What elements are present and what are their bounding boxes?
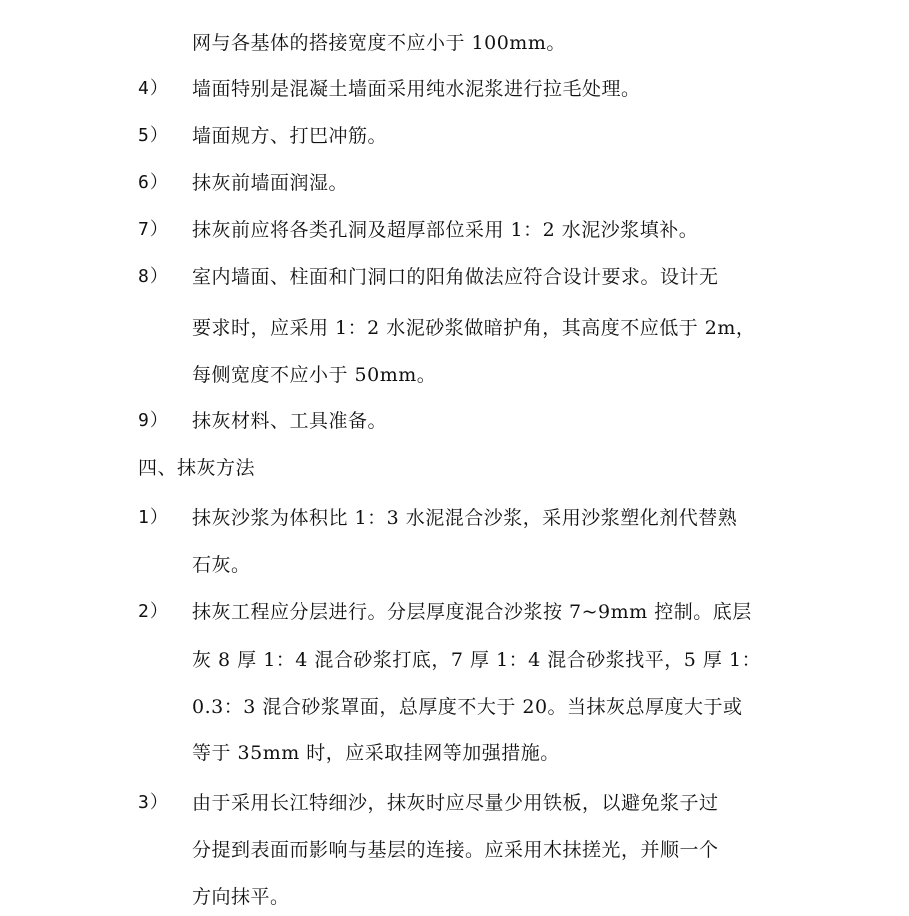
item-text: 灰 8 厚 1：4 混合砂浆打底，7 厚 1：4 混合砂浆找平，5 厚 1： (192, 649, 762, 671)
item-number: 2） (138, 601, 169, 622)
item-number: 7） (138, 219, 169, 240)
item-text: 分提到表面而影响与基层的连接。应采用木抹搓光，并顺一个 (192, 839, 719, 861)
item-text: 石灰。 (192, 554, 251, 576)
item-number: 5） (138, 125, 169, 146)
item-number: 4） (138, 78, 169, 99)
item-text: 等于 35mm 时，应采取挂网等加强措施。 (192, 742, 560, 764)
item-text: 由于采用长江特细沙，抹灰时应尽量少用铁板，以避免浆子过 (192, 792, 719, 814)
continuation-line: 网与各基体的搭接宽度不应小于 100mm。 (192, 32, 566, 54)
item-text: 方向抹平。 (192, 886, 290, 908)
item-number: 3） (138, 792, 169, 813)
item-text: 抹灰沙浆为体积比 1：3 水泥混合沙浆，采用沙浆塑化剂代替熟 (192, 507, 738, 529)
item-number: 6） (138, 172, 169, 193)
item-text: 室内墙面、柱面和门洞口的阳角做法应符合设计要求。设计无 (192, 266, 719, 288)
item-number: 8） (138, 266, 169, 287)
item-text: 抹灰材料、工具准备。 (192, 410, 388, 432)
item-number: 9） (138, 410, 169, 431)
item-text: 抹灰工程应分层进行。分层厚度混合沙浆按 7~9mm 控制。底层 (192, 601, 752, 623)
item-text: 0.3：3 混合砂浆罩面，总厚度不大于 20。当抹灰总厚度大于或 (192, 696, 743, 718)
item-text: 墙面规方、打巴冲筋。 (192, 125, 388, 147)
item-text: 墙面特别是混凝土墙面采用纯水泥浆进行拉毛处理。 (192, 78, 641, 100)
item-text: 每侧宽度不应小于 50mm。 (192, 364, 437, 386)
section-heading: 四、抹灰方法 (138, 457, 256, 479)
item-number: 1） (138, 507, 169, 528)
item-text: 抹灰前应将各类孔洞及超厚部位采用 1：2 水泥沙浆填补。 (192, 219, 699, 241)
item-text: 抹灰前墙面润湿。 (192, 172, 349, 194)
item-text: 要求时，应采用 1：2 水泥砂浆做暗护角，其高度不应低于 2m， (192, 317, 756, 339)
